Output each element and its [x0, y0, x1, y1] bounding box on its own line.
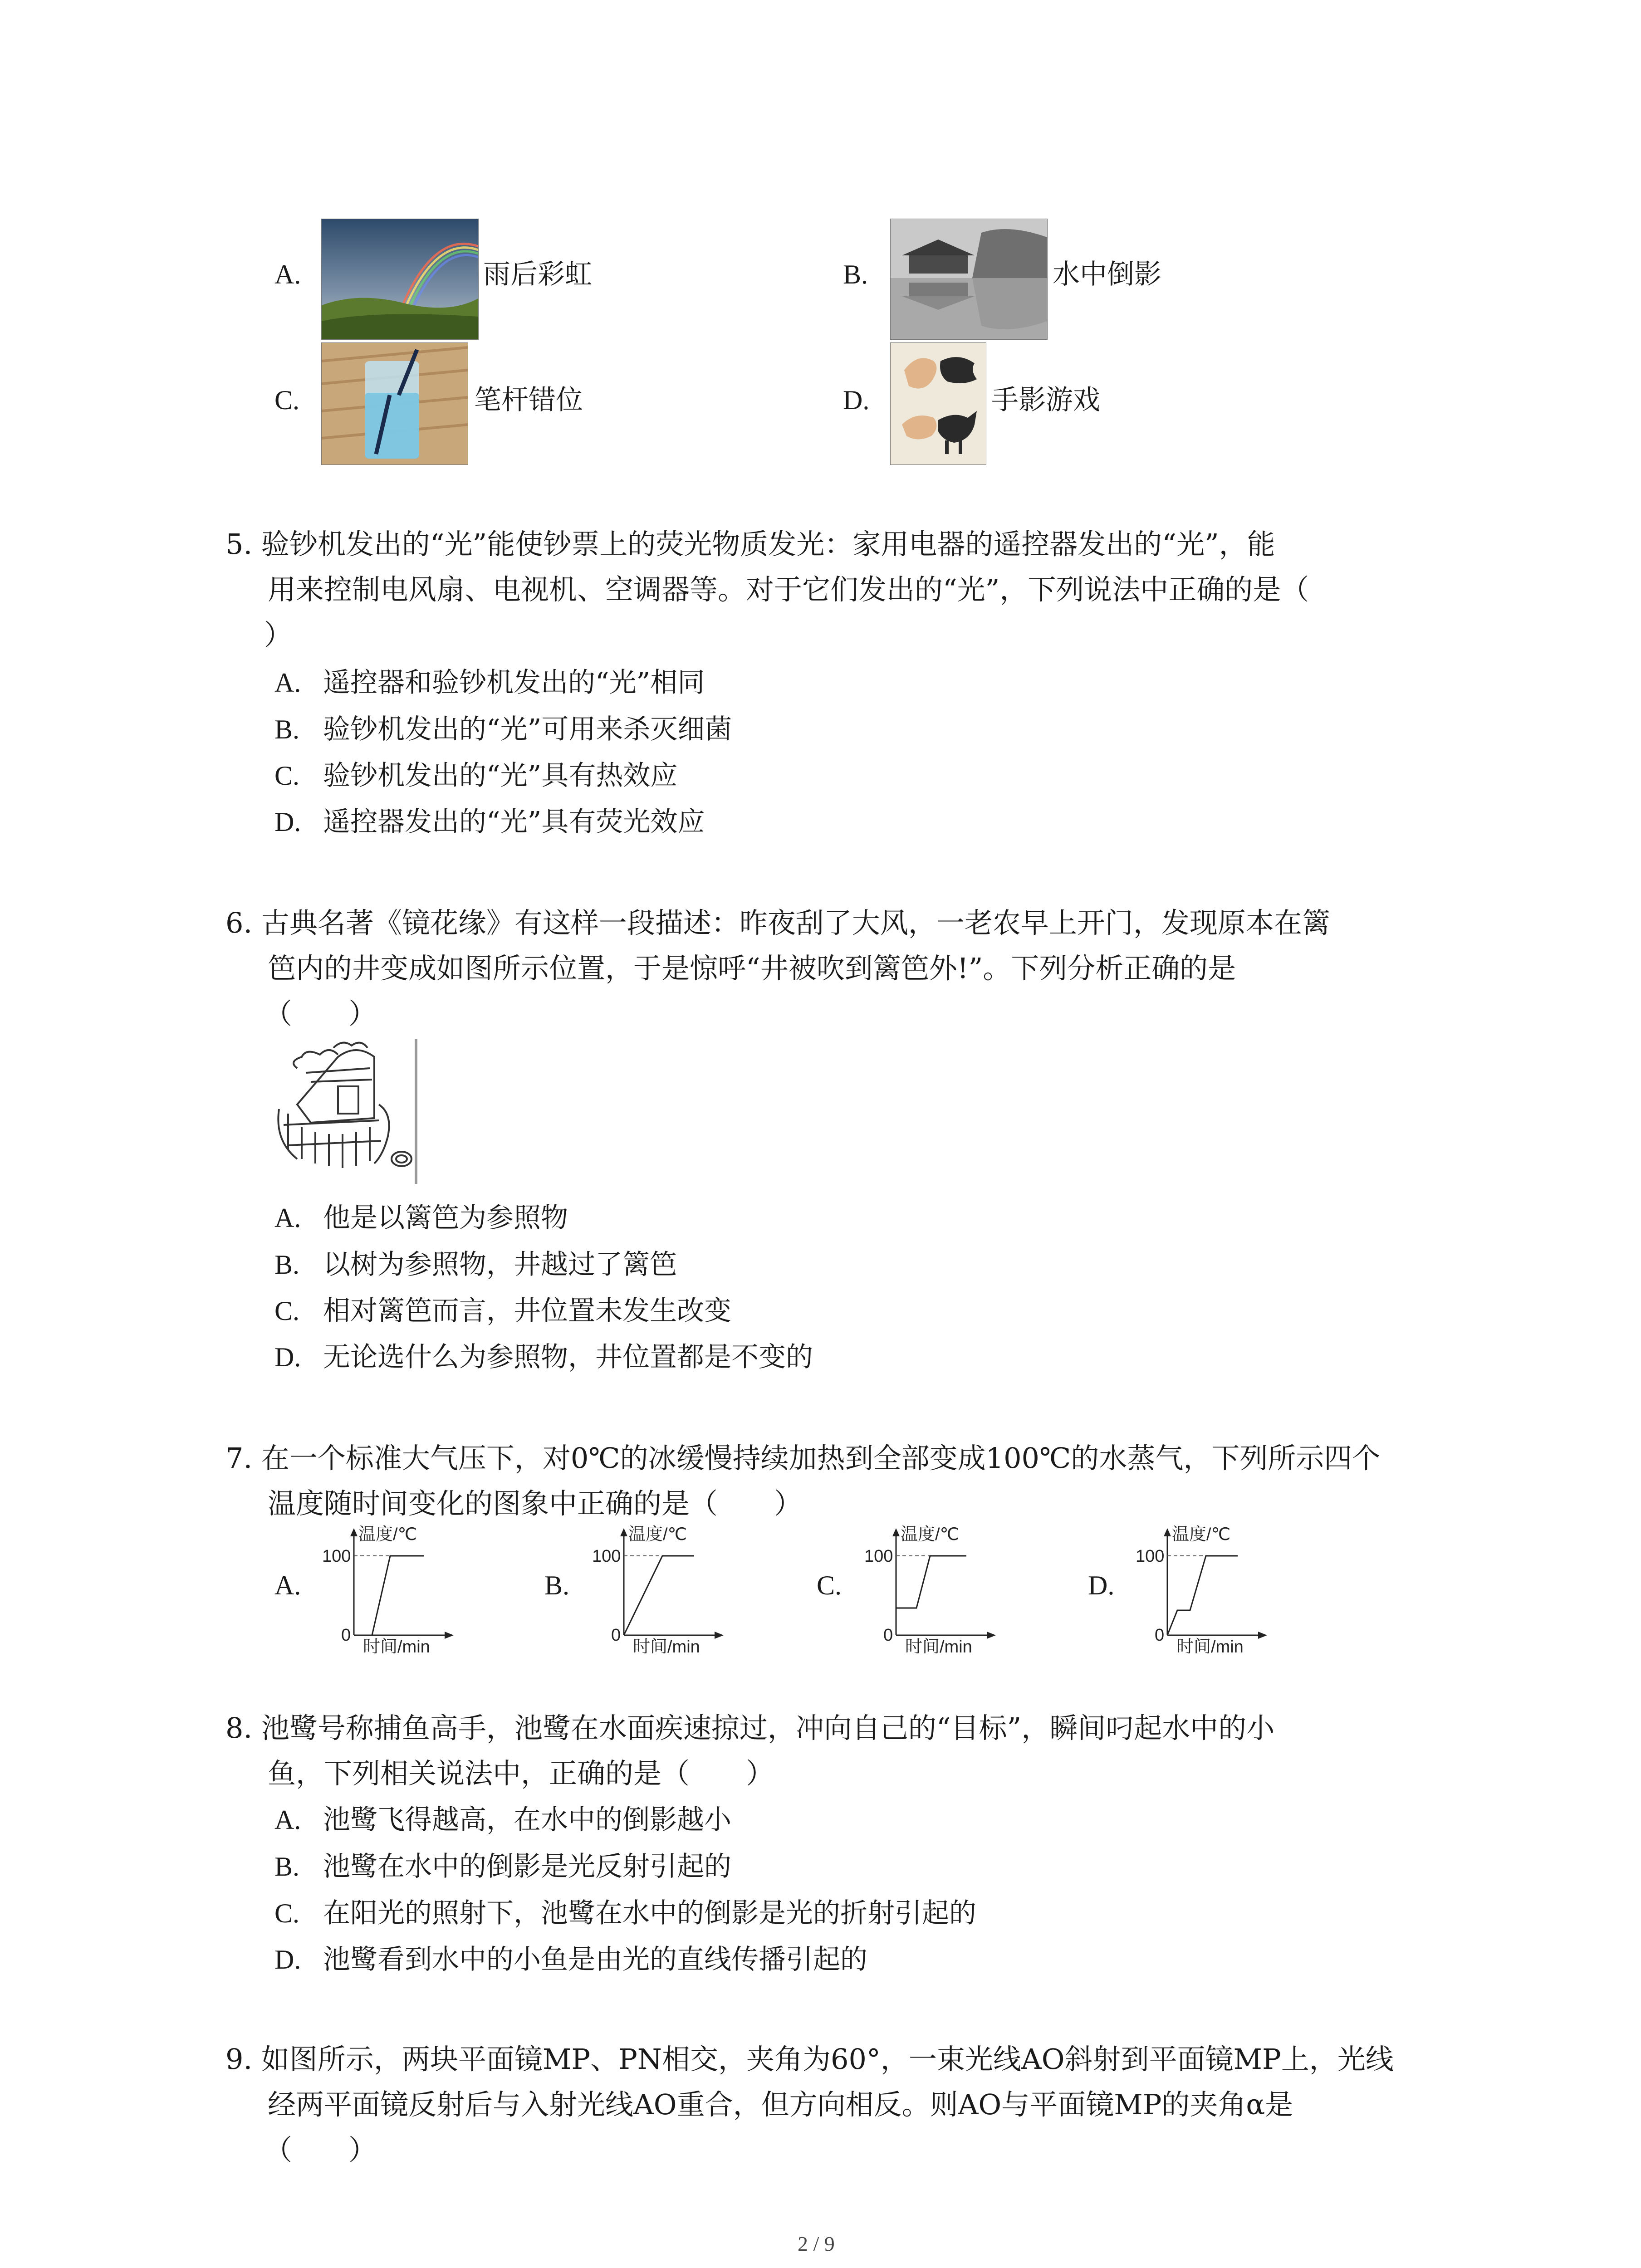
q7-graph-b-origin: 0: [611, 1626, 621, 1645]
q5-option-b-text: 验钞机发出的“光”可用来杀灭细菌: [323, 714, 732, 745]
q9-stem-line-2: 经两平面镜反射后与入射光线AO重合，但方向相反。则AO与平面镜MP的夹角α是: [268, 2088, 1293, 2121]
q7-graph-a-ylabel: 温度/℃: [358, 1525, 417, 1544]
q6-option-b-text: 以树为参照物，井越过了篱笆: [323, 1249, 677, 1281]
q7-graph-d-ymax: 100: [1136, 1547, 1165, 1566]
q6-stem-line-2: 笆内的井变成如图所示位置，于是惊呼“井被吹到篱笆外!”。下列分析正确的是: [268, 952, 1236, 985]
q7-graph-c-letter: C.: [817, 1570, 842, 1600]
q4-option-a-label: 雨后彩虹: [483, 259, 592, 290]
pencil-in-glass-photo: [321, 342, 468, 465]
q5-option-d-letter: D.: [274, 807, 301, 837]
q6-stem-line-1: 6. 古典名著《镜花缘》有这样一段描述：昨夜刮了大风，一老农早上开门，发现原本在篱: [225, 906, 1330, 939]
q4-option-d-label: 手影游戏: [991, 384, 1100, 416]
well-fence-sketch: [270, 1036, 420, 1186]
q6-stem-line-3: （ ）: [264, 997, 377, 1030]
q6-option-d-text: 无论选什么为参照物，井位置都是不变的: [323, 1341, 813, 1373]
q7-graph-d-xlabel: 时间/min: [1176, 1637, 1244, 1653]
q5-stem-line-3: ）: [264, 618, 293, 651]
q7-graph-c-ymax: 100: [864, 1547, 893, 1566]
q7-graph-a-xlabel: 时间/min: [363, 1637, 430, 1653]
q8-option-d-text: 池鹭看到水中的小鱼是由光的直线传播引起的: [323, 1944, 867, 1975]
q7-graph-a-origin: 0: [341, 1626, 351, 1645]
q7-graph-b-xlabel: 时间/min: [633, 1637, 700, 1653]
q6-option-d-letter: D.: [274, 1342, 301, 1372]
q8-option-a-text: 池鹭飞得越高，在水中的倒影越小: [323, 1804, 731, 1836]
q8-option-c-text: 在阳光的照射下，池鹭在水中的倒影是光的折射引起的: [323, 1897, 976, 1929]
q7-graph-a-letter: A.: [274, 1570, 301, 1600]
q5-option-c-letter: C.: [274, 761, 300, 791]
q8-stem-line-2: 鱼，下列相关说法中，正确的是（ ）: [268, 1757, 774, 1790]
q7-graph-b: [583, 1522, 733, 1653]
q7-graph-b-ymax: 100: [592, 1547, 621, 1566]
q8-option-c-letter: C.: [274, 1898, 300, 1928]
q4-option-b-label: 水中倒影: [1053, 259, 1161, 290]
q6-option-b-letter: B.: [274, 1250, 300, 1280]
q4-option-d-letter: D.: [843, 385, 870, 415]
q9-stem-line-1: 9. 如图所示，两块平面镜MP、PN相交，夹角为60°，一束光线AO斜射到平面镜MP上，光线: [225, 2043, 1394, 2076]
q5-option-d-text: 遥控器发出的“光”具有荧光效应: [323, 806, 705, 838]
q5-stem-line-2: 用来控制电风扇、电视机、空调器等。对于它们发出的“光”，下列说法中正确的是（: [268, 573, 1309, 606]
hand-shadow-photo: [890, 342, 986, 465]
q7-graph-c-ylabel: 温度/℃: [901, 1525, 960, 1544]
q7-graph-d: [1127, 1522, 1276, 1653]
q4-option-c-label: 笔杆错位: [474, 384, 583, 416]
q5-option-c-text: 验钞机发出的“光”具有热效应: [323, 760, 678, 792]
q4-option-c-letter: C.: [274, 385, 300, 415]
q7-graph-a-ymax: 100: [322, 1547, 351, 1566]
q7-graph-d-letter: D.: [1088, 1570, 1115, 1600]
q7-stem-line-1: 7. 在一个标准大气压下，对0℃的冰缓慢持续加热到全部变成100℃的水蒸气，下列所示四个: [225, 1442, 1381, 1475]
q5-option-a-text: 遥控器和验钞机发出的“光”相同: [323, 667, 705, 699]
q8-option-b-letter: B.: [274, 1852, 300, 1882]
q6-option-a-letter: A.: [274, 1203, 301, 1233]
q7-graph-a: [313, 1522, 463, 1653]
page-number: 2 / 9: [798, 2232, 835, 2255]
q8-option-a-letter: A.: [274, 1805, 301, 1835]
q7-graph-b-ylabel: 温度/℃: [628, 1525, 687, 1544]
q7-stem-line-2: 温度随时间变化的图象中正确的是（ ）: [268, 1487, 803, 1520]
q4-option-a-letter: A.: [274, 259, 301, 289]
q7-graph-d-ylabel: 温度/℃: [1172, 1525, 1231, 1544]
q7-graph-b-letter: B.: [544, 1570, 570, 1600]
q7-graph-c-origin: 0: [883, 1626, 893, 1645]
q9-stem-line-3: （ ）: [264, 2133, 377, 2166]
q5-stem-line-1: 5. 验钞机发出的“光”能使钞票上的荧光物质发光：家用电器的遥控器发出的“光”，能: [225, 528, 1275, 561]
q6-option-c-letter: C.: [274, 1296, 300, 1326]
q5-option-b-letter: B.: [274, 714, 300, 744]
q5-option-a-letter: A.: [274, 668, 301, 698]
q7-graph-c-xlabel: 时间/min: [905, 1637, 972, 1653]
q8-option-b-text: 池鹭在水中的倒影是光反射引起的: [323, 1851, 731, 1882]
q4-option-b-letter: B.: [843, 259, 868, 289]
q8-option-d-letter: D.: [274, 1945, 301, 1975]
q8-stem-line-1: 8. 池鹭号称捕鱼高手，池鹭在水面疾速掠过，冲向自己的“目标”，瞬间叼起水中的小: [225, 1711, 1275, 1745]
q7-graph-c: [855, 1522, 1005, 1653]
pavilion-reflection-photo: [890, 219, 1048, 340]
q7-graph-d-origin: 0: [1155, 1626, 1165, 1645]
q6-option-c-text: 相对篱笆而言，井位置未发生改变: [323, 1295, 731, 1327]
q6-option-a-text: 他是以篱笆为参照物: [323, 1202, 568, 1234]
rainbow-photo: [321, 219, 479, 340]
